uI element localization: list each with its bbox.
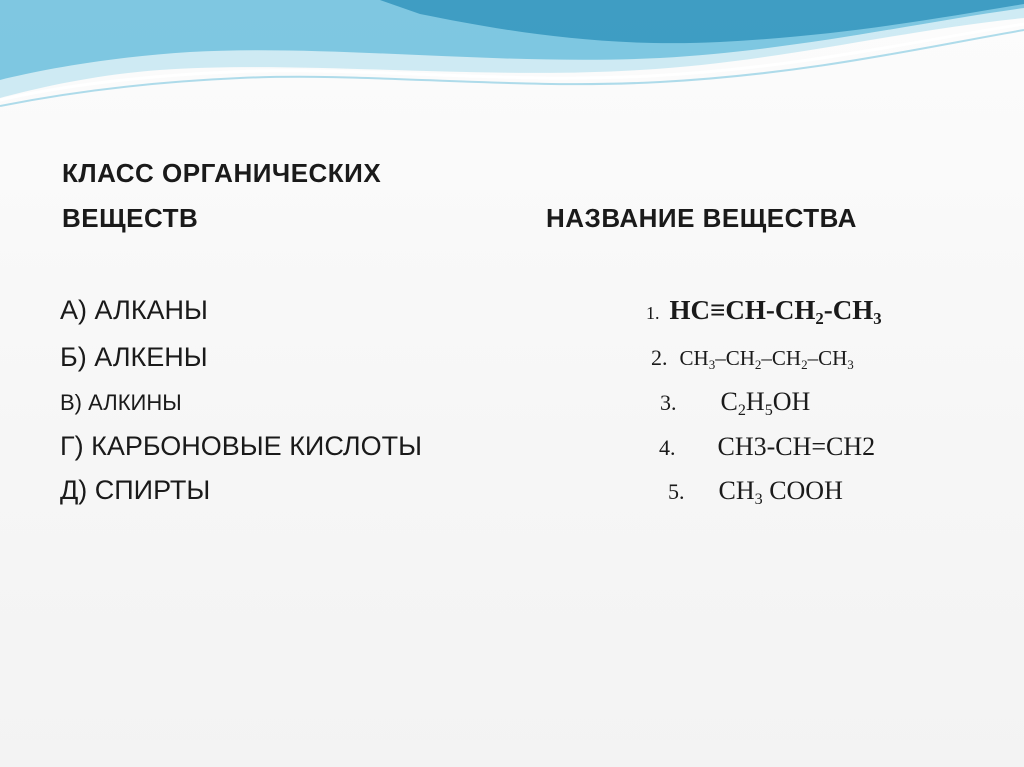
substance-formula: CH3-CH=CH2	[717, 432, 876, 461]
wave-decoration	[0, 0, 1024, 120]
substance-number: 3.	[660, 390, 677, 415]
heading-class-line1: КЛАСС ОРГАНИЧЕСКИХ	[62, 158, 382, 188]
class-item-alcohols: Д) СПИРТЫ	[60, 475, 211, 505]
substance-item-5	[668, 476, 843, 508]
substance-item-2	[651, 346, 854, 370]
substance-formula: $CH_3$ COOH	[718, 476, 843, 508]
substance-number: 4.	[659, 435, 676, 460]
substance-number: 5.	[668, 479, 685, 504]
substance-formula: $CH_3-CH_2-CH_2-CH_3$	[679, 346, 854, 372]
heading-substance-name: НАЗВАНИЕ ВЕЩЕСТВА	[546, 203, 857, 233]
substance-item-4	[659, 434, 875, 460]
class-item-alkenes: Б) АЛКЕНЫ	[60, 342, 208, 372]
heading-class-line2: ВЕЩЕСТВ	[62, 203, 199, 233]
class-item-alkynes: В) АЛКИНЫ	[60, 390, 182, 415]
substance-number: 1.	[646, 303, 660, 323]
class-item-alkanes: А) АЛКАНЫ	[60, 295, 208, 325]
substance-item-3	[660, 387, 811, 419]
substance-number: 2.	[651, 345, 668, 370]
substance-formula: $HC\equiv CH-CH_2-CH_3$	[669, 295, 882, 329]
class-item-carboxylic-acids: Г) КАРБОНОВЫЕ КИСЛОТЫ	[60, 431, 423, 461]
substance-formula: $C_2H_5OH$	[720, 387, 811, 419]
substance-item-1	[646, 295, 882, 329]
